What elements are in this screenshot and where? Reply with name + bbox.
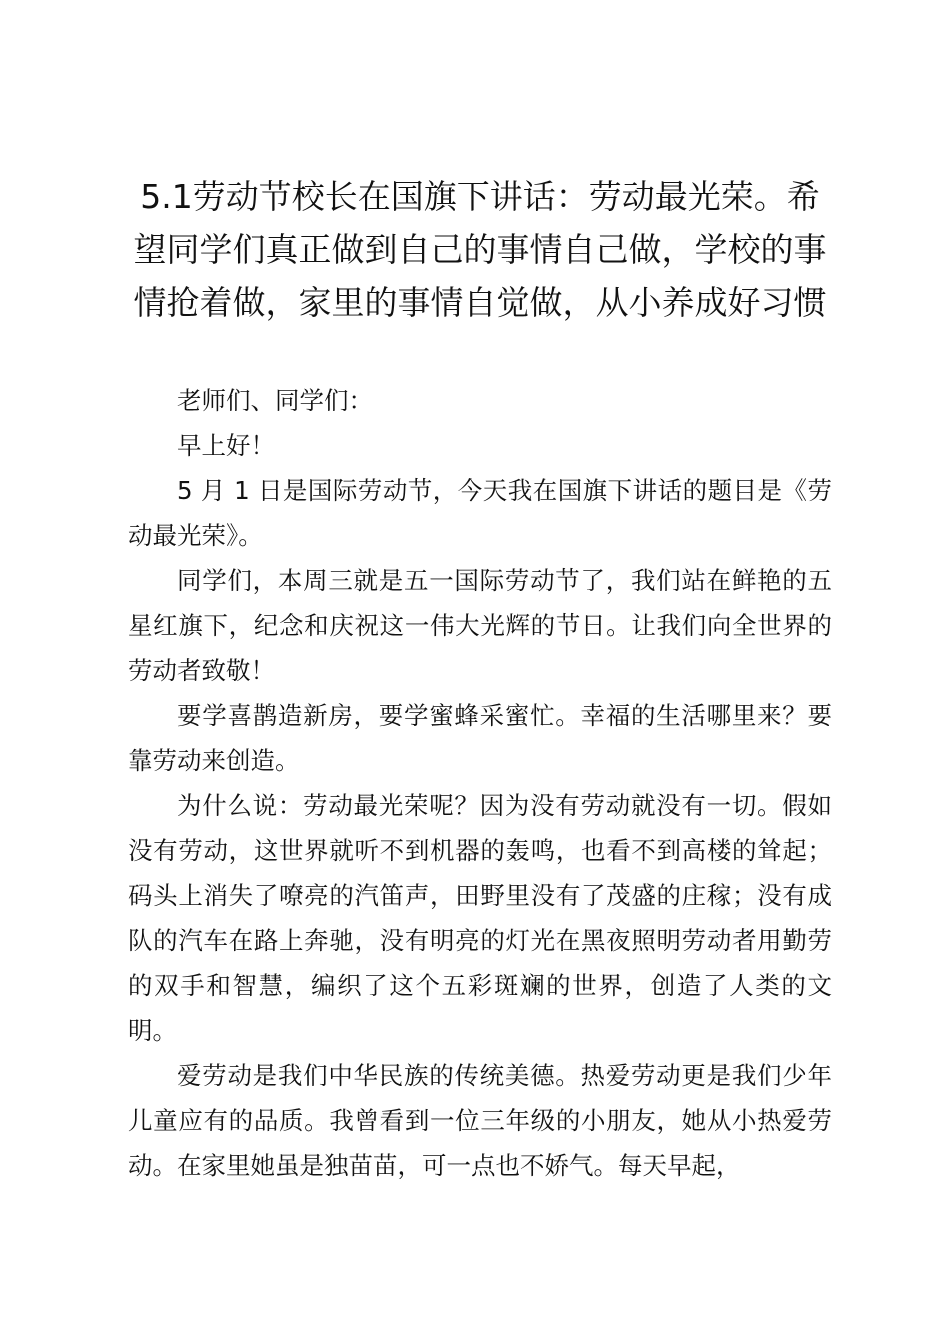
paragraph-greeting: 老师们、同学们：	[177, 386, 373, 415]
paragraph-why-labor: 为什么说：劳动最光荣呢？因为没有劳动就没有一切。假如没有劳动，这世界就听不到机器的轰鸣，也看不到高楼的耸起；码头上消失了嘹亮的汽笛声，田野里没有了茂盛的庄稼；没有成队的汽车在路上奔驰，没有明亮的灯光在黑夜照明劳动者用勤劳的双手和智慧，编织了这个五彩斑斓的世界，创造了人类的文明。	[128, 791, 832, 1045]
paragraph-good-morning: 早上好！	[177, 431, 275, 460]
paragraph-happiness: 要学喜鹊造新房，要学蜜蜂采蜜忙。幸福的生活哪里来？要靠劳动来创造。	[128, 701, 832, 775]
paragraph-tradition: 爱劳动是我们中华民族的传统美德。热爱劳动更是我们少年儿童应有的品质。我曾看到一位三年级的小朋友，她从小热爱劳动。在家里她虽是独苗苗，可一点也不娇气。每天早起，	[128, 1061, 832, 1180]
paragraph-topic: 5 月 1 日是国际劳动节，今天我在国旗下讲话的题目是《劳动最光荣》。	[128, 476, 832, 550]
paragraph-festival: 同学们，本周三就是五一国际劳动节了，我们站在鲜艳的五星红旗下，纪念和庆祝这一伟大光辉的节日。让我们向全世界的劳动者致敬！	[128, 566, 832, 685]
document-body	[128, 378, 832, 1188]
document-title: 5.1劳动节校长在国旗下讲话：劳动最光荣。希望同学们真正做到自己的事情自己做，学校的事情抢着做，家里的事情自觉做，从小养成好习惯	[133, 177, 827, 322]
